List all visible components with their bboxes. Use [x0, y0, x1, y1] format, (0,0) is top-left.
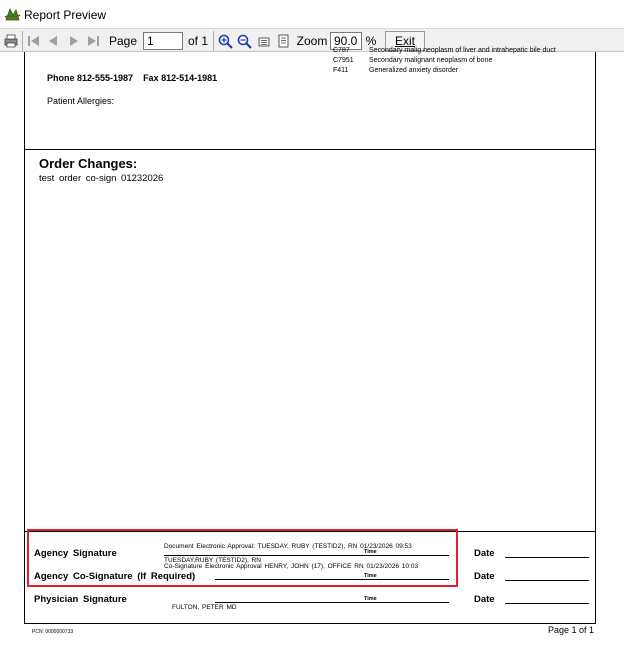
section-divider	[25, 149, 596, 150]
zoom-input[interactable]: 90.0	[330, 32, 362, 50]
previous-page-icon	[47, 35, 59, 47]
phone-number: Phone 812-555-1987	[47, 73, 134, 83]
agency-contact	[47, 73, 227, 83]
page-width-button[interactable]	[256, 29, 273, 53]
first-page-icon	[27, 35, 41, 47]
agency-cosign-approval: Co-Signature Electronic Approval HENRY, JOHN (17), OFFICE RN 01/23/2026 10:03	[164, 563, 419, 570]
report-preview-area	[0, 47, 624, 654]
diagnosis-desc: Generalized anxiety disorder	[369, 67, 459, 74]
date-label: Date	[474, 594, 495, 605]
whole-page-button[interactable]	[275, 29, 292, 53]
zoom-in-icon	[218, 34, 233, 49]
physician-signature-label: Physician Signature	[34, 594, 127, 605]
diagnosis-desc: Secondary malignant neoplasm of bone	[369, 57, 493, 64]
order-changes-title: Order Changes:	[39, 156, 138, 171]
diagnosis-desc: Secondary malig neoplasm of liver and intrahepatic bile duct	[369, 47, 556, 54]
previous-page-button[interactable]	[46, 29, 60, 53]
exit-button[interactable]: Exit	[385, 31, 425, 51]
patient-allergies-label: Patient Allergies:	[47, 96, 115, 106]
pcn-number: PCN: 0000000733	[32, 629, 74, 635]
zoom-label: Zoom	[296, 34, 328, 48]
zoom-out-icon	[237, 34, 252, 49]
print-button[interactable]	[2, 29, 20, 53]
zoom-in-button[interactable]	[217, 29, 234, 53]
zoom-out-button[interactable]	[236, 29, 253, 53]
fax-number: Fax 812-514-1981	[143, 73, 218, 83]
agency-cosign-label: Agency Co-Signature (If Required)	[34, 571, 196, 582]
last-page-button[interactable]	[85, 29, 101, 53]
title-bar	[0, 0, 624, 28]
whole-page-icon	[277, 34, 290, 48]
page-number-input[interactable]: 1	[143, 32, 183, 50]
printer-icon	[3, 34, 19, 48]
order-changes-text: test order co-sign 01232026	[39, 173, 164, 184]
percent-label: %	[365, 34, 377, 48]
agency-signature-name: TUESDAY,RUBY (TESTID2), RN	[164, 557, 261, 564]
first-page-button[interactable]	[26, 29, 42, 53]
physician-name: FULTON, PETER MD	[172, 604, 237, 611]
agency-signature-approval: Document Electronic Approval: TUESDAY, RUBY (TESTID2), RN 01/23/2026 09:53	[164, 543, 412, 550]
diagnosis-code: F411	[333, 67, 349, 74]
last-page-icon	[86, 35, 100, 47]
page-count-label: of 1	[187, 34, 208, 48]
diagnosis-code: C7951	[333, 57, 354, 64]
time-label: Time	[364, 573, 377, 579]
date-label: Date	[474, 571, 495, 582]
time-label: Time	[364, 549, 377, 555]
date-label: Date	[474, 548, 495, 559]
agency-signature-label: Agency Signature	[34, 548, 117, 559]
signature-highlight-box	[27, 529, 458, 587]
diagnosis-code: C787	[333, 47, 350, 54]
next-page-button[interactable]	[67, 29, 81, 53]
next-page-icon	[68, 35, 80, 47]
page-width-icon	[257, 35, 272, 48]
page-label: Page	[108, 34, 138, 48]
page-footer: Page 1 of 1	[548, 625, 595, 635]
window-title: Report Preview	[24, 8, 107, 22]
app-icon	[4, 6, 21, 23]
time-label: Time	[364, 596, 377, 602]
